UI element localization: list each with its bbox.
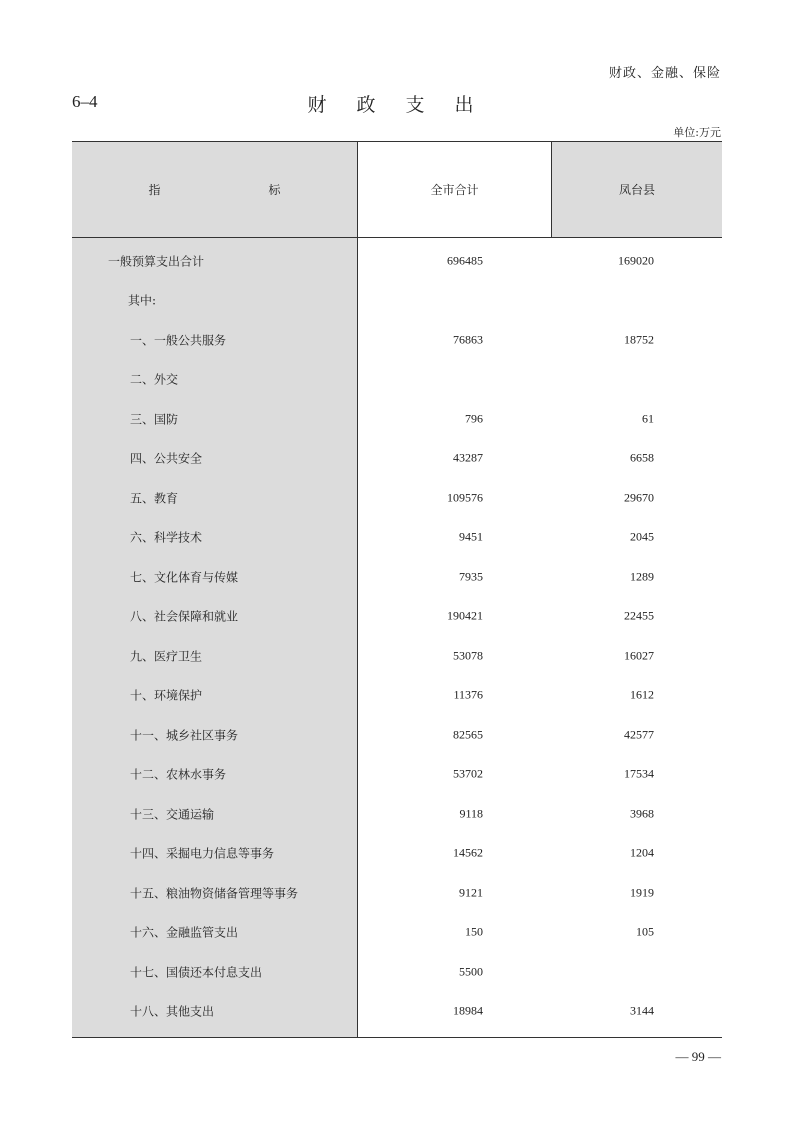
city-total-value: 53078 bbox=[453, 648, 483, 663]
city-total-value: 14562 bbox=[453, 845, 483, 860]
fengtai-value: 1204 bbox=[630, 845, 654, 860]
row-label: 七、文化体育与传媒 bbox=[130, 570, 239, 585]
city-total-value: 11376 bbox=[453, 687, 483, 702]
chapter-title: 财政、金融、保险 bbox=[608, 66, 721, 81]
fengtai-value: 61 bbox=[642, 411, 654, 426]
fengtai-value: 3968 bbox=[630, 806, 654, 821]
header-indicator: 指 标 bbox=[72, 142, 357, 237]
row-label: 十五、粮油物资储备管理等事务 bbox=[130, 886, 299, 901]
row-label: 十八、其他支出 bbox=[130, 1004, 215, 1019]
row-label: 五、教育 bbox=[130, 491, 179, 506]
city-total-value: 82565 bbox=[453, 727, 483, 742]
city-total-value: 9451 bbox=[459, 529, 483, 544]
table-row bbox=[72, 241, 722, 281]
table-row bbox=[72, 281, 722, 321]
row-label: 其中: bbox=[128, 293, 157, 308]
table-row bbox=[72, 755, 722, 795]
header-city-total: 全市合计 bbox=[357, 142, 551, 237]
table-row bbox=[72, 557, 722, 597]
fengtai-value: 17534 bbox=[624, 766, 654, 781]
table-row bbox=[72, 834, 722, 874]
page-title: 财 政 支 出 bbox=[307, 94, 486, 116]
row-label: 六、科学技术 bbox=[130, 530, 203, 545]
row-label: 八、社会保障和就业 bbox=[130, 609, 239, 624]
fengtai-value: 42577 bbox=[624, 727, 654, 742]
fengtai-value: 2045 bbox=[630, 529, 654, 544]
city-total-value: 796 bbox=[465, 411, 483, 426]
fengtai-value: 18752 bbox=[624, 332, 654, 347]
fengtai-value: 22455 bbox=[624, 608, 654, 623]
city-total-value: 43287 bbox=[453, 450, 483, 465]
page-number: — 99 — bbox=[675, 1049, 721, 1064]
row-label: 十三、交通运输 bbox=[130, 807, 215, 822]
table-row bbox=[72, 952, 722, 992]
header-fengtai: 凤台县 bbox=[551, 142, 722, 237]
row-label: 三、国防 bbox=[130, 412, 179, 427]
row-label: 十二、农林水事务 bbox=[130, 767, 227, 782]
fengtai-value: 16027 bbox=[624, 648, 654, 663]
table-number: 6–4 bbox=[72, 92, 98, 111]
table-row bbox=[72, 715, 722, 755]
table-row bbox=[72, 636, 722, 676]
table-row bbox=[72, 320, 722, 360]
city-total-value: 18984 bbox=[453, 1003, 483, 1018]
table-row bbox=[72, 360, 722, 400]
row-label: 二、外交 bbox=[130, 372, 179, 387]
table-row bbox=[72, 873, 722, 913]
fengtai-value: 1919 bbox=[630, 885, 654, 900]
row-label: 十、环境保护 bbox=[130, 688, 203, 703]
fengtai-value: 1289 bbox=[630, 569, 654, 584]
table-row bbox=[72, 992, 722, 1032]
table-row bbox=[72, 439, 722, 479]
row-label: 十六、金融监管支出 bbox=[130, 925, 239, 940]
table-row bbox=[72, 913, 722, 953]
city-total-value: 76863 bbox=[453, 332, 483, 347]
table-bottom-rule bbox=[72, 1037, 722, 1038]
fengtai-value: 6658 bbox=[630, 450, 654, 465]
table-row bbox=[72, 794, 722, 834]
fengtai-value: 169020 bbox=[618, 253, 654, 268]
table-row bbox=[72, 478, 722, 518]
expenditure-table bbox=[72, 141, 722, 1039]
row-label: 一、一般公共服务 bbox=[130, 333, 227, 348]
row-label: 十四、采掘电力信息等事务 bbox=[130, 846, 275, 861]
table-row bbox=[72, 676, 722, 716]
fengtai-value: 3144 bbox=[630, 1003, 654, 1018]
unit-label: 单位:万元 bbox=[673, 126, 721, 139]
city-total-value: 9118 bbox=[459, 806, 483, 821]
city-total-value: 109576 bbox=[447, 490, 483, 505]
row-label: 九、医疗卫生 bbox=[130, 649, 203, 664]
fengtai-value: 29670 bbox=[624, 490, 654, 505]
table-row bbox=[72, 597, 722, 637]
row-label: 十七、国债还本付息支出 bbox=[130, 965, 263, 980]
fengtai-value: 1612 bbox=[630, 687, 654, 702]
fengtai-value: 105 bbox=[636, 924, 654, 939]
row-label: 一般预算支出合计 bbox=[108, 254, 205, 269]
row-label: 四、公共安全 bbox=[130, 451, 203, 466]
city-total-value: 5500 bbox=[459, 964, 483, 979]
city-total-value: 190421 bbox=[447, 608, 483, 623]
table-header bbox=[72, 142, 722, 238]
table-row bbox=[72, 518, 722, 558]
city-total-value: 53702 bbox=[453, 766, 483, 781]
table-row bbox=[72, 399, 722, 439]
city-total-value: 150 bbox=[465, 924, 483, 939]
table-body bbox=[72, 238, 722, 1031]
city-total-value: 696485 bbox=[447, 253, 483, 268]
city-total-value: 7935 bbox=[459, 569, 483, 584]
row-label: 十一、城乡社区事务 bbox=[130, 728, 239, 743]
city-total-value: 9121 bbox=[459, 885, 483, 900]
